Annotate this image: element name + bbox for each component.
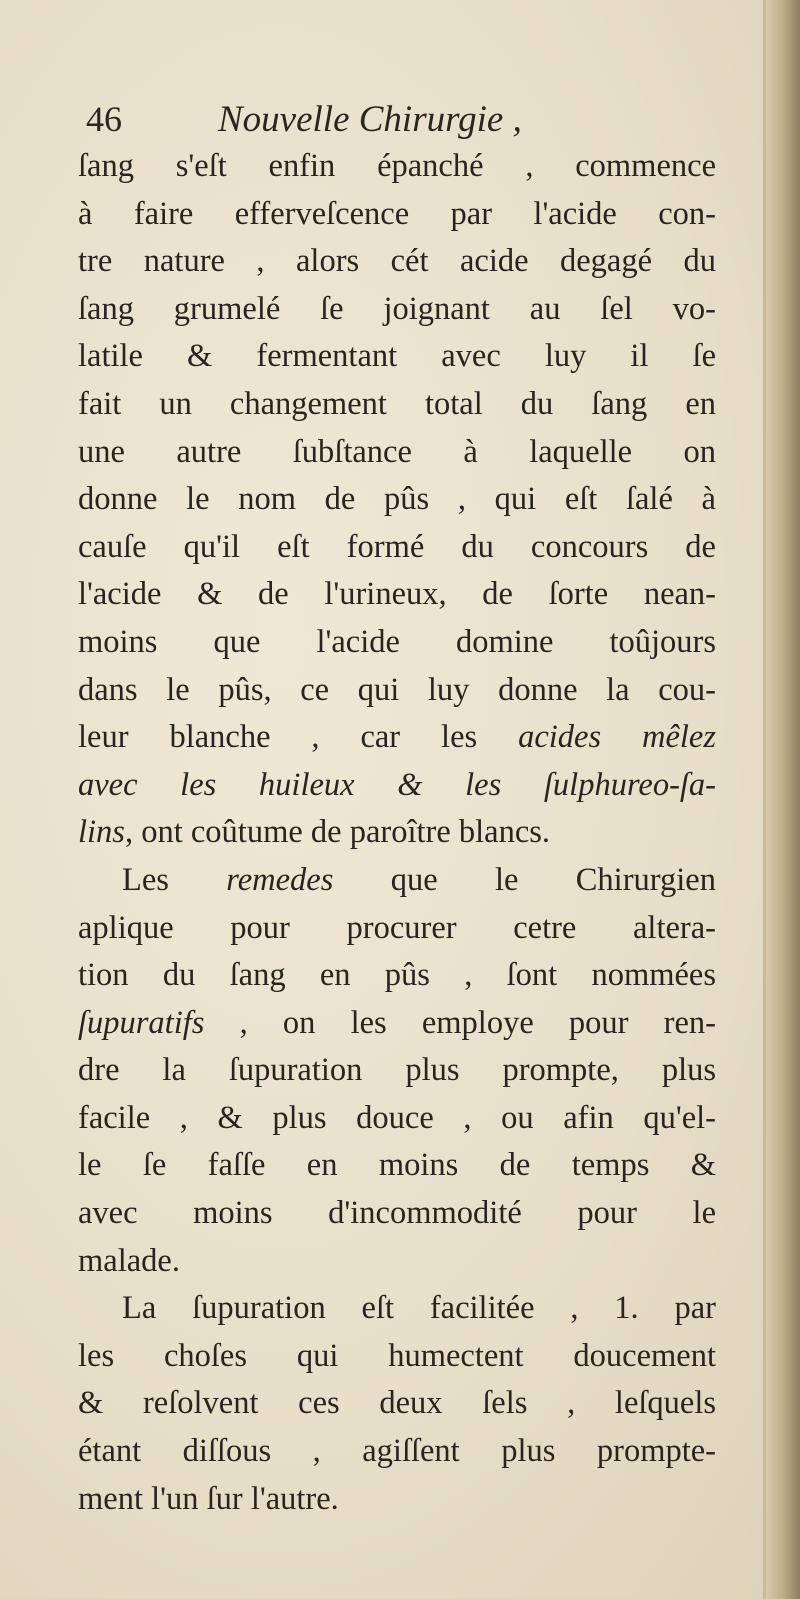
text-line: [78, 809, 716, 857]
text-segment: , ont coûtume de paroître blancs.: [124, 814, 551, 851]
body-text: [78, 143, 716, 1523]
text-line: l'acide & de l'urineux, de ſorte nean-: [78, 576, 716, 613]
text-line: tion du ſang en pûs , ſont nommées: [78, 957, 716, 994]
page-number: 46: [86, 99, 122, 139]
text-line: dans le pûs, ce qui luy donne la cou-: [78, 671, 716, 708]
italic-segment: lins: [78, 814, 125, 851]
italic-segment: avec les huileux & les ſulphureo-ſa-: [78, 766, 716, 803]
text-line: une autre ſubſtance à laquelle on: [78, 433, 716, 470]
text-line: malade.: [78, 1242, 180, 1279]
text-line: aplique pour procurer cetre altera-: [78, 909, 716, 946]
text-line: moins que l'acide domine toûjours: [78, 623, 716, 660]
text-line: cauſe qu'il eſt formé du concours de: [78, 528, 716, 565]
italic-segment: ſupuratifs: [78, 1004, 205, 1041]
running-title: Nouvelle Chirurgie ,: [218, 99, 522, 140]
text-line: La ſupuration eſt facilitée , 1. par: [122, 1290, 716, 1327]
book-gutter: [766, 0, 800, 1599]
text-line: étant diſſous , agiſſent plus prompte-: [78, 1433, 716, 1470]
text-segment: , on les employe pour ren-: [204, 1004, 716, 1041]
italic-segment: acides mêlez: [518, 719, 717, 756]
text-line: ſang grumelé ſe joignant au ſel vo-: [78, 290, 716, 327]
text-line: à faire efferveſcence par l'acide con-: [78, 195, 716, 232]
text-line: tre nature , alors cét acide degagé du: [78, 243, 716, 280]
text-line: & reſolvent ces deux ſels , leſquels: [78, 1385, 716, 1422]
text-line: les choſes qui humectent doucement: [78, 1337, 716, 1374]
text-segment: que le Chirurgien: [333, 861, 716, 898]
text-line: avec moins d'incommodité pour le: [78, 1195, 716, 1232]
text-line: facile , & plus douce , ou afin qu'el-: [78, 1099, 716, 1136]
text-segment: leur blanche , car les: [78, 719, 519, 756]
text-line: ſang s'eſt enfin épanché , commence: [78, 148, 716, 184]
text-segment: Les: [122, 861, 227, 898]
text-line: dre la ſupuration plus prompte, plus: [78, 1052, 716, 1089]
text-line: [78, 857, 716, 905]
text-line: latile & fermentant avec luy il ſe: [78, 338, 716, 375]
text-line: [78, 762, 716, 810]
text-line: [78, 714, 716, 762]
text-line: fait un changement total du ſang en: [78, 385, 716, 422]
text-line: [78, 1000, 716, 1048]
text-line: donne le nom de pûs , qui eſt ſalé à: [78, 481, 716, 518]
text-line: ment l'un ſur l'autre.: [78, 1480, 339, 1517]
italic-segment: remedes: [226, 861, 334, 898]
text-line: le ſe faſſe en moins de temps &: [78, 1147, 716, 1184]
